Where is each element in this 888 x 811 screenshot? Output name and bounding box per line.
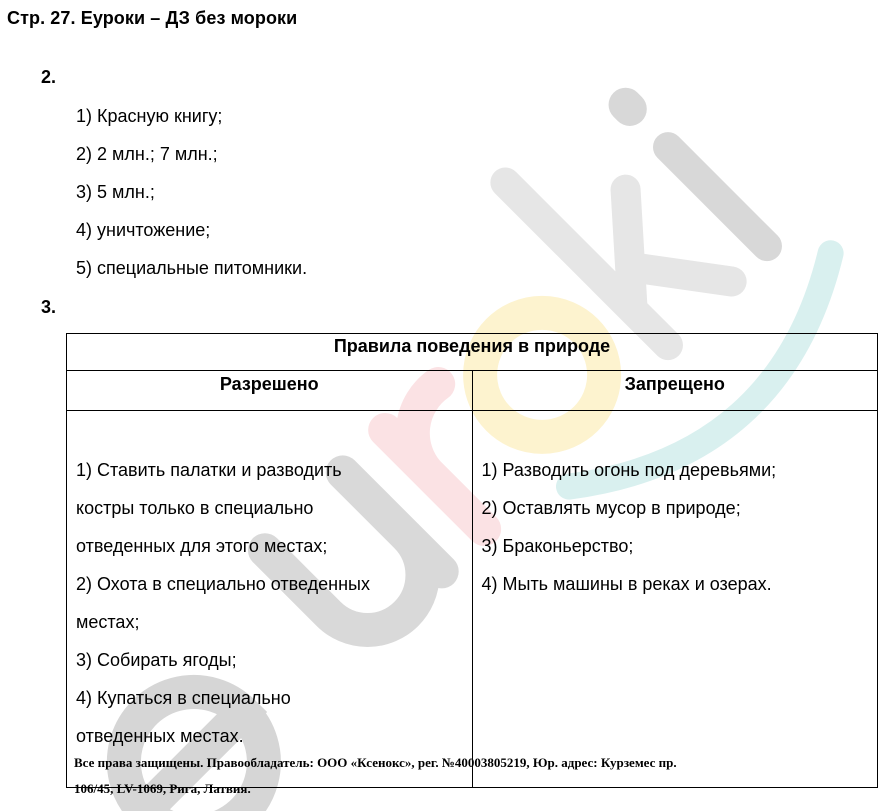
table-line: 3) Браконьерство; xyxy=(481,536,634,556)
footer-line: 106/45, LV-1069, Рига, Латвия. xyxy=(74,781,251,796)
table-line: 4) Купаться в специально xyxy=(76,688,291,708)
page-title: Стр. 27. Еуроки – ДЗ без мороки xyxy=(7,8,298,28)
table-line: 1) Ставить палатки и разводить xyxy=(76,460,342,480)
copyright-footer xyxy=(74,750,864,802)
table-line: 2) Оставлять мусор в природе; xyxy=(481,498,741,518)
table-line: 4) Мыть машины в реках и озерах. xyxy=(481,574,772,594)
table-line: 2) Охота в специально отведенных xyxy=(76,574,370,594)
list-item: 5) специальные питомники. xyxy=(76,258,308,278)
list-item: 1) Красную книгу; xyxy=(76,106,223,126)
task-2-number: 2. xyxy=(41,67,57,87)
column-header-allowed: Разрешено xyxy=(67,371,473,411)
table-caption: Правила поведения в природе xyxy=(67,334,878,371)
list-item: 2) 2 млн.; 7 млн.; xyxy=(76,144,218,164)
task-2-answer-list xyxy=(76,103,307,293)
forbidden-cell xyxy=(472,411,878,788)
table-line: костры только в специально xyxy=(76,498,314,518)
nature-rules-table xyxy=(66,333,878,788)
watermark-letter-k xyxy=(505,119,731,345)
list-item: 4) уничтожение; xyxy=(76,220,211,240)
table-line: 3) Собирать ягоды; xyxy=(76,650,237,670)
table-line: местах; xyxy=(76,612,140,632)
footer-line: Все права защищены. Правообладатель: ООО «Ксенокс», рег. №40003805219, Юр. адрес: Курземес пр. xyxy=(74,755,677,770)
watermark-letter-i xyxy=(626,105,767,246)
table-line: 1) Разводить огонь под деревьями; xyxy=(481,460,777,480)
table-line: отведенных для этого местах; xyxy=(76,536,328,556)
table-line: отведенных местах. xyxy=(76,726,244,746)
task-3-number: 3. xyxy=(41,297,57,317)
column-header-forbidden: Запрещено xyxy=(472,371,878,411)
list-item: 3) 5 млн.; xyxy=(76,182,155,202)
allowed-cell xyxy=(67,411,473,788)
